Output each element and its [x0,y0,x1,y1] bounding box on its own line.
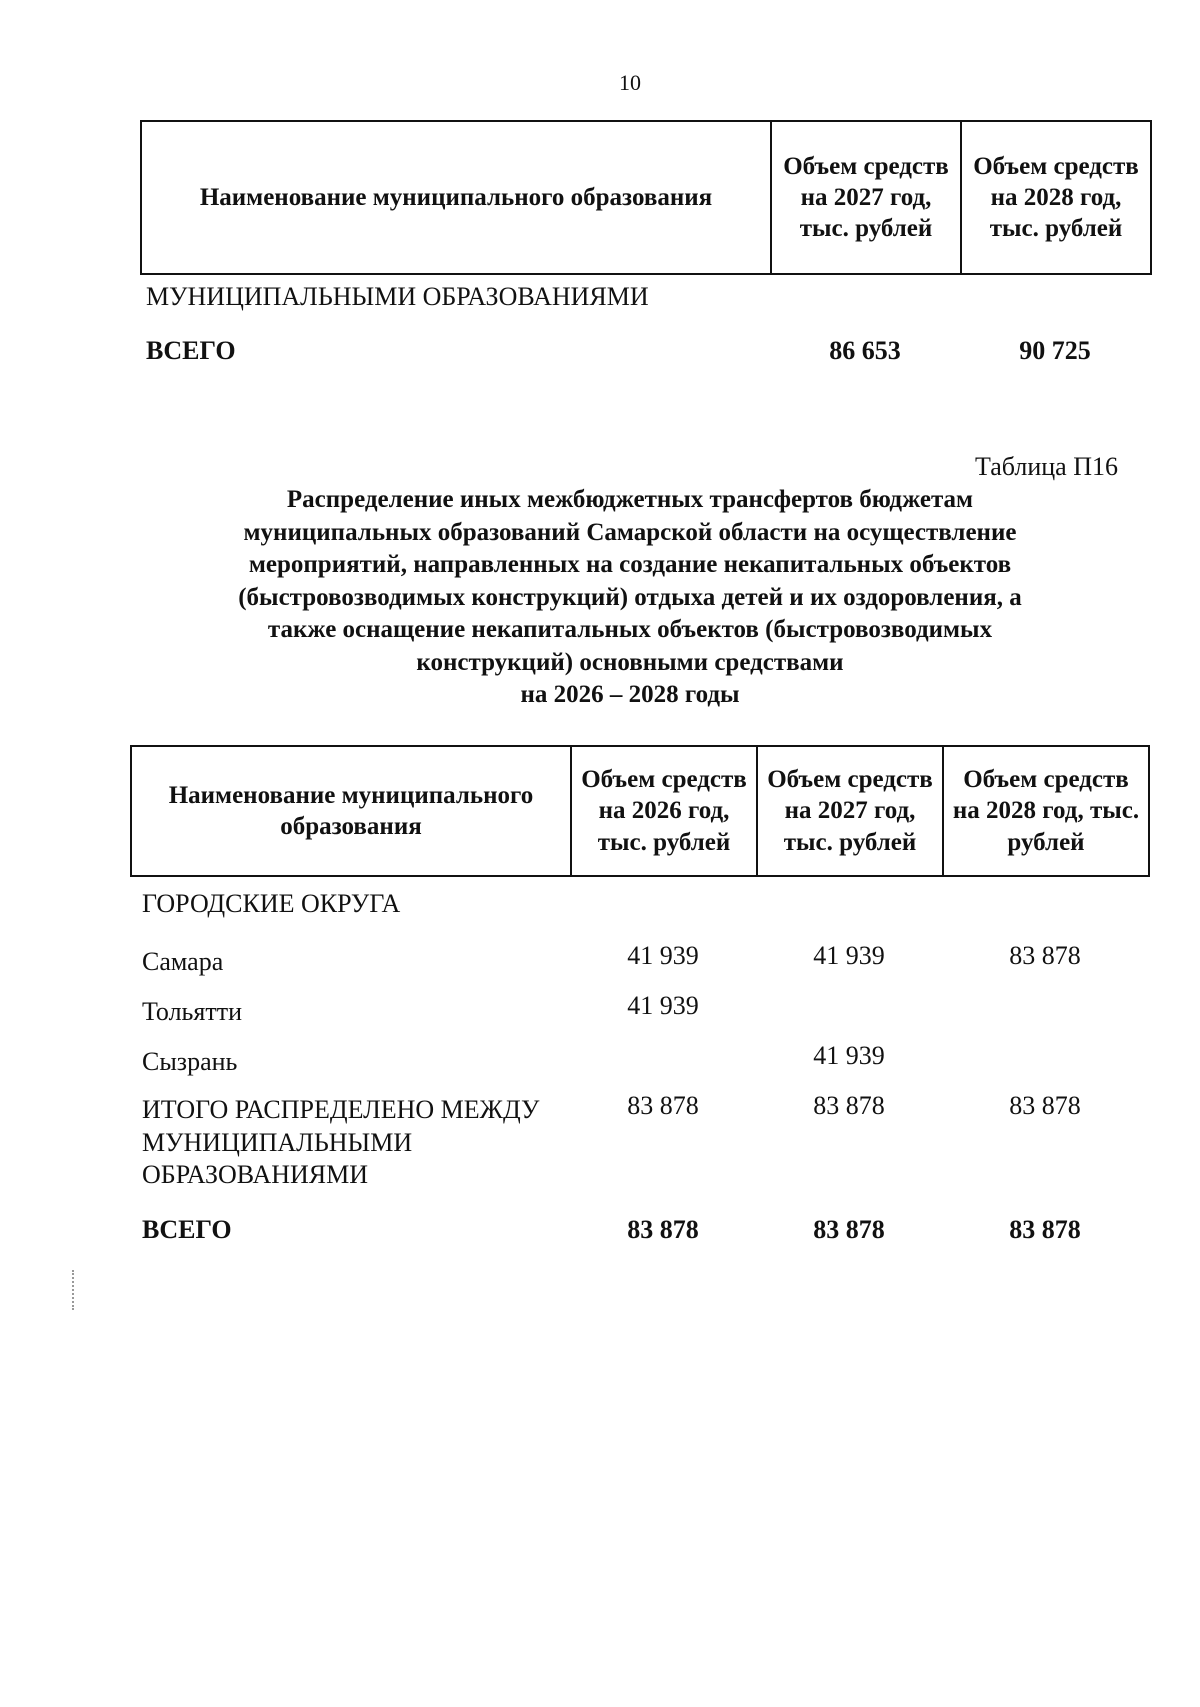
municipality-name: Самара [142,947,224,976]
value-2026 [570,1040,756,1090]
p16-table-body [130,888,1148,1254]
scan-artifact [72,1270,76,1310]
value-2028 [942,990,1148,1040]
value-2026: 41 939 [627,991,699,1020]
value-2028 [942,1040,1148,1090]
subtotal-2026: 83 878 [627,1091,699,1120]
column-header-2028: Объем средств на 2028 год, тыс. рублей [943,746,1149,876]
column-header-2027: Объем средств на 2027 год, тыс. рублей [771,121,961,274]
title-line: также оснащение некапитальных объектов (быстровозводимых [267,616,993,643]
group-row [130,888,1148,940]
title-line: (быстровозводимых конструкций) отдыха детей и их оздоровления, а [238,583,1022,611]
value-2026: 41 939 [627,941,699,970]
total-row [140,336,1150,386]
value-2028: 83 878 [1009,941,1081,970]
table-row [130,940,1148,990]
p16-table-header [130,745,1150,877]
subtotal-row [130,1090,1148,1214]
value-2027: 41 939 [813,1041,885,1070]
group-label: ГОРОДСКИЕ ОКРУГА [142,889,401,918]
total-2027: 83 878 [813,1215,885,1244]
column-header-2026: Объем средств на 2026 год, тыс. рублей [571,746,757,876]
table-row [130,1040,1148,1090]
value-2027 [756,990,942,1040]
table-title [150,484,1110,712]
municipality-name: Тольятти [142,997,243,1026]
total-row [130,1214,1148,1254]
first-table-body [140,282,1150,386]
column-header-2027: Объем средств на 2027 год, тыс. рублей [757,746,943,876]
table-row [140,282,1150,336]
column-header-2028: Объем средств на 2028 год, тыс. рублей [961,121,1151,274]
subtotal-2028: 83 878 [1009,1091,1081,1120]
subtotal-2027: 83 878 [813,1091,885,1120]
table-row [130,990,1148,1040]
title-line: муниципальных образований Самарской области на осуществление [243,518,1017,546]
total-2028: 83 878 [1009,1215,1081,1244]
table-label: Таблица П16 [975,452,1118,481]
first-table-header [140,120,1152,275]
total-label: ВСЕГО [146,336,236,365]
column-header-municipality: Наименование муниципального образования [131,746,571,876]
title-line: Распределение иных межбюджетных трансфертов бюджетам [286,486,974,513]
total-2027: 86 653 [829,336,901,365]
title-line: конструкций) основными средствами [416,648,844,676]
title-line: на 2026 – 2028 годы [520,681,740,708]
subtotal-label: ИТОГО РАСПРЕДЕЛЕНО МЕЖДУ МУНИЦИПАЛЬНЫМИ ОБРАЗОВАНИЯМИ [142,1095,540,1189]
total-2028: 90 725 [1019,336,1091,365]
value-2027: 41 939 [813,941,885,970]
municipality-name: Сызрань [142,1047,238,1076]
continuation-label: МУНИЦИПАЛЬНЫМИ ОБРАЗОВАНИЯМИ [146,282,649,311]
page-number: 10 [619,70,641,95]
column-header-municipality: Наименование муниципального образования [141,121,771,274]
total-2026: 83 878 [627,1215,699,1244]
total-label: ВСЕГО [142,1215,232,1244]
title-line: мероприятий, направленных на создание некапитальных объектов [248,551,1012,578]
